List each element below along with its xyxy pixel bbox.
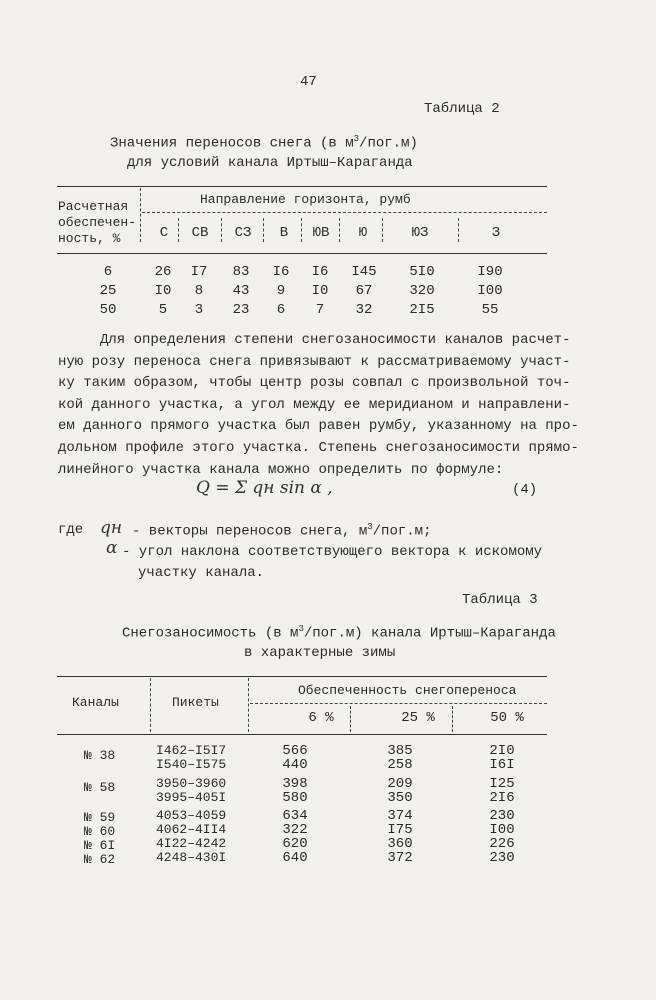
- table-cell: 2I5: [409, 302, 435, 318]
- direction-header: В: [279, 225, 289, 241]
- table3-divider: [248, 678, 249, 732]
- direction-header: ЮВ: [312, 225, 330, 241]
- channel-label: № 38: [84, 748, 116, 763]
- table-cell: 5I0: [409, 264, 435, 280]
- value-6: 398 580: [282, 776, 308, 806]
- direction-header: Ю: [358, 225, 368, 241]
- table-cell: 55: [481, 302, 499, 318]
- table-cell: I90: [477, 264, 503, 280]
- table2-header-subrule: [142, 212, 547, 213]
- value-25: 374 I75 360 372: [387, 808, 413, 866]
- table2-top-rule: [57, 186, 547, 187]
- table-cell: I0: [311, 283, 329, 299]
- table-cell: 5: [158, 302, 168, 318]
- alpha-definition-line2: участку канала.: [138, 565, 265, 581]
- value-50: 2I0 I6I: [489, 743, 515, 773]
- table2-divider: [140, 188, 141, 242]
- table-cell: 43: [232, 283, 250, 299]
- formula: Q = Σ qн sin α ,: [196, 478, 333, 498]
- table-cell: 6: [276, 302, 286, 318]
- table-cell: I00: [477, 283, 503, 299]
- direction-header: СВ: [191, 225, 209, 241]
- picket-range: I462–I5I7 I540–I575: [156, 743, 227, 772]
- table-cell: 32: [355, 302, 373, 318]
- table3-title-line1: Снегозаносимость (в $м^3/пог.м$) канала Иртыш–Караганда: [122, 624, 556, 642]
- table-cell: I6: [272, 264, 290, 280]
- table-cell: 8: [194, 283, 204, 299]
- table2-title-line1: Значения переносов снега (в $м^3/пог.м$): [110, 134, 418, 152]
- table2-header-bottom-rule: [57, 253, 547, 254]
- direction-header: З: [491, 225, 501, 241]
- table3-top-rule: [57, 676, 547, 677]
- value-6: 634 322 620 640: [282, 808, 308, 866]
- q-definition: - векторы переносов снега, $м^3/пог.м$;: [132, 522, 432, 540]
- paragraph-line: ем данного прямого участка был равен румбу, указанному на про-: [58, 418, 579, 435]
- table-cell: 67: [355, 283, 373, 299]
- table2-group-header: Направление горизонта, румб: [200, 192, 411, 207]
- table-cell: I7: [190, 264, 208, 280]
- table3-subcol: 6 %: [308, 710, 334, 726]
- picket-range: 4053–4059 4062–4II4 4I22–4242 4248–430I: [156, 808, 227, 865]
- q-symbol: qн: [100, 518, 123, 538]
- value-6: 566 440: [282, 743, 308, 773]
- table3-divider: [350, 706, 351, 732]
- table-cell: 9: [276, 283, 286, 299]
- channel-label: № 59 № 60 № 6I № 62: [84, 810, 116, 867]
- direction-divider: [263, 218, 264, 242]
- alpha-definition-line1: - угол наклона соответствующего вектора к искомому: [122, 544, 543, 560]
- value-25: 209 350: [387, 776, 413, 806]
- table-cell: I0: [154, 283, 172, 299]
- row-probability: 25: [99, 283, 117, 299]
- table3-divider: [452, 706, 453, 732]
- paragraph-line: линейного участка канала можно определить по формуле:: [58, 461, 504, 478]
- table-cell: I45: [351, 264, 377, 280]
- table3-col-pickets: Пикеты: [172, 695, 219, 710]
- table3-divider: [150, 678, 151, 732]
- table-cell: I6: [311, 264, 329, 280]
- table3-title-line2: в характерные зимы: [244, 645, 396, 661]
- channel-label: № 58: [84, 780, 116, 795]
- table-cell: 83: [232, 264, 250, 280]
- value-50: 230 I00 226 230: [489, 808, 515, 866]
- body-paragraph: [58, 330, 578, 481]
- paragraph-line: дольном профиле этого участка. Степень снегозаносимости прямо-: [58, 439, 579, 456]
- formula-number: (4): [512, 482, 538, 498]
- value-25: 385 258: [387, 743, 413, 773]
- table3-header-bottom-rule: [57, 734, 547, 735]
- row-probability: 50: [99, 302, 117, 318]
- table3-subcol: 25 %: [401, 710, 435, 726]
- table-cell: 7: [315, 302, 325, 318]
- table-cell: 3: [194, 302, 204, 318]
- value-50: I25 2I6: [489, 776, 515, 806]
- direction-divider: [301, 218, 302, 242]
- table3-col-channels: Каналы: [72, 695, 119, 710]
- paragraph-line: кой данного участка, а угол между ее меридианом и направлени-: [58, 396, 571, 413]
- direction-divider: [221, 218, 222, 242]
- table2-row-header: Расчетная обеспечен- ность, %: [58, 199, 137, 246]
- direction-divider: [178, 218, 179, 242]
- paragraph-line: Для определения степени снегозаносимости каналов расчет-: [100, 332, 571, 348]
- table3-header-subrule: [250, 703, 547, 704]
- table3-subcol: 50 %: [490, 710, 524, 726]
- picket-range: 3950–3960 3995–405I: [156, 776, 227, 805]
- table-cell: 23: [232, 302, 250, 318]
- where-prefix: где: [58, 522, 84, 538]
- table-cell: 320: [409, 283, 435, 299]
- direction-divider: [458, 218, 459, 242]
- page-number: 47: [300, 74, 317, 90]
- table2-label: Таблица 2: [424, 101, 500, 117]
- direction-header: С: [159, 225, 169, 241]
- alpha-symbol: α: [106, 538, 118, 558]
- paragraph-line: ку таким образом, чтобы центр розы совпал с произвольной точ-: [58, 375, 571, 392]
- direction-header: ЮЗ: [411, 225, 429, 241]
- table2-title-line2: для условий канала Иртыш–Караганда: [127, 155, 413, 171]
- paragraph-line: ную розу переноса снега привязывают к рассматриваемому участ-: [58, 353, 571, 370]
- table3-label: Таблица 3: [462, 592, 538, 608]
- row-probability: 6: [103, 264, 113, 280]
- table3-col-group: Обеспеченность снегопереноса: [298, 683, 517, 698]
- direction-header: СЗ: [234, 225, 252, 241]
- table-cell: 26: [154, 264, 172, 280]
- direction-divider: [382, 218, 383, 242]
- direction-divider: [339, 218, 340, 242]
